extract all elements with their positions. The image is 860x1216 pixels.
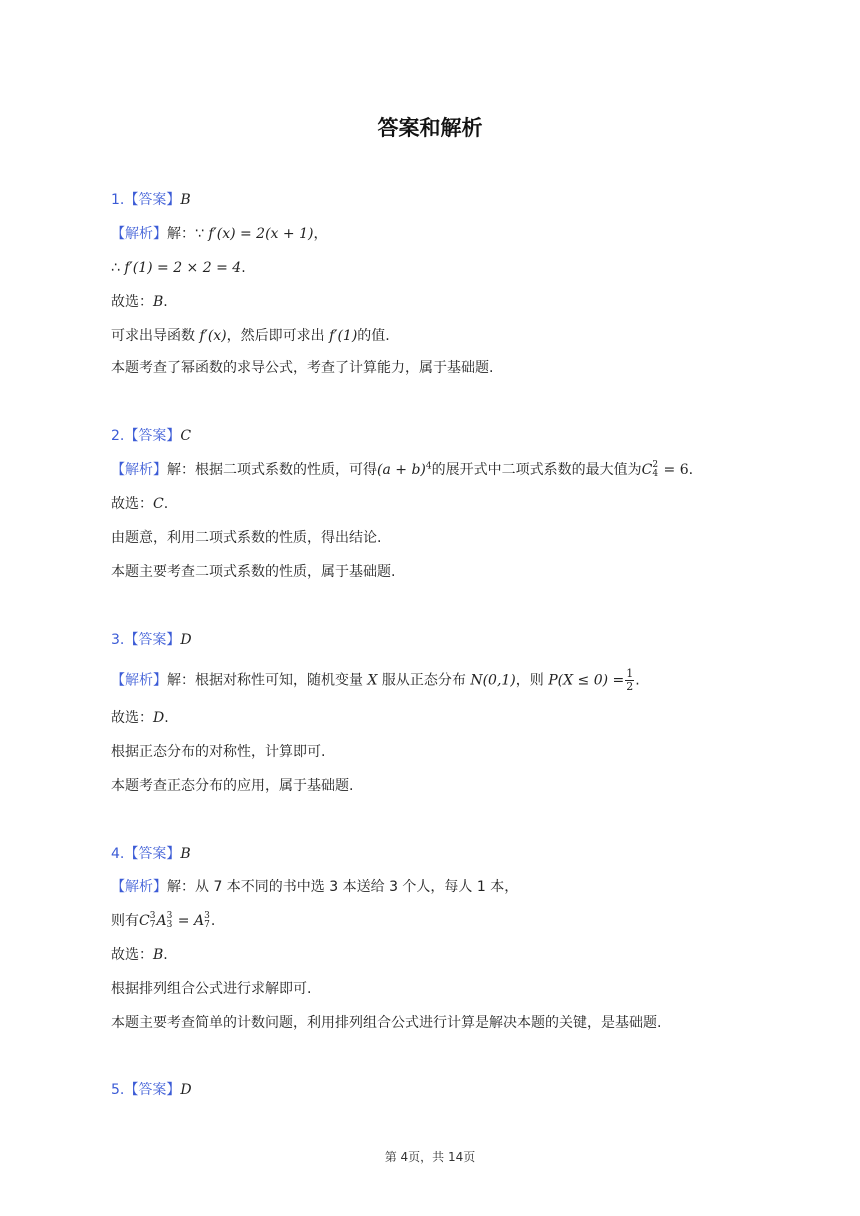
q1-calc-line [111, 258, 246, 278]
q3-answer: D [180, 632, 192, 648]
q4-comb-base: C [139, 913, 150, 929]
q2-binomial-expr: (a + b) [377, 462, 426, 478]
analysis-label: 【解析】 [111, 672, 167, 689]
q4-comb-scripts [150, 912, 156, 930]
q1-comment-d: f′(1) [329, 328, 358, 344]
q4-equals: = [173, 913, 194, 929]
q4-perm1-base: A [156, 913, 167, 929]
q1-comma: ， [313, 226, 328, 242]
q2-choice-line [111, 494, 168, 514]
choice-prefix: 故选： [111, 496, 153, 512]
q4-summary-line: 本题主要考查简单的计数问题，利用排列组合公式进行计算是解决本题的关键，是基础题. [111, 1015, 662, 1031]
q4-choice: B [153, 947, 164, 963]
q3-choice: D [153, 710, 165, 726]
q3-choice-line [111, 708, 169, 728]
q4-analysis-line [111, 877, 518, 897]
q3-distribution: N(0,1) [470, 672, 516, 689]
q4-formula-line [111, 911, 215, 931]
q3-analysis-b: 服从正态分布 [381, 672, 466, 689]
q2-answer-line [111, 426, 191, 446]
q1-comment-e: 的值. [357, 328, 390, 344]
q4-comment-line: 根据排列组合公式进行求解即可. [111, 981, 312, 997]
q2-number: 2. [111, 428, 125, 444]
q1-analysis-line [111, 224, 327, 244]
q4-perm1-scripts [167, 912, 173, 930]
q2-analysis-a: 解：根据二项式系数的性质，可得 [167, 462, 377, 478]
q3-probability: P(X ≤ 0) = [548, 672, 625, 689]
q1-comment-c: ，然后即可求出 [226, 328, 325, 344]
q1-choice: B [153, 294, 164, 310]
q4-answer-line [111, 844, 191, 864]
choice-prefix: 故选： [111, 710, 153, 726]
q4-number: 4. [111, 846, 125, 862]
q2-comb-base: C [641, 462, 653, 478]
q3-comment-line: 根据正态分布的对称性，计算即可. [111, 744, 326, 760]
q4-formula-prefix: 则有 [111, 913, 139, 929]
q3-choice-period: . [164, 710, 169, 726]
page-footer: 第 4页，共 14页 [384, 1150, 476, 1164]
q2-choice-period: . [163, 496, 169, 512]
q1-value-eq: f′(1) = 2 × 2 = 4 [124, 260, 242, 276]
answer-label: 【答案】 [124, 428, 181, 444]
q4-comb-sup: 3 [149, 911, 156, 921]
q1-choice-line [111, 292, 168, 312]
q3-summary-line: 本题考查正态分布的应用，属于基础题. [111, 778, 354, 794]
q4-answer: B [180, 846, 191, 862]
answer-label: 【答案】 [124, 846, 181, 862]
answer-label: 【答案】 [124, 192, 181, 208]
q3-period: . [635, 672, 640, 689]
q4-choice-period: . [163, 947, 168, 963]
q1-answer-line [111, 190, 191, 210]
analysis-label: 【解析】 [111, 226, 167, 242]
q1-comment-line [111, 326, 390, 346]
q5-number: 5. [111, 1082, 125, 1098]
page-title: 答案和解析 [377, 116, 483, 140]
q2-analysis-b: 的展开式中二项式系数的最大值为 [431, 462, 642, 478]
q1-choice-period: . [163, 294, 168, 310]
q1-comment-b: f′(x) [199, 328, 227, 344]
q4-perm2-sup: 3 [204, 911, 210, 921]
q3-analysis-line [111, 668, 640, 693]
q2-comment-line: 由题意，利用二项式系数的性质，得出结论. [111, 530, 382, 546]
q3-number: 3. [111, 632, 125, 648]
q3-fraction-denominator: 2 [626, 680, 634, 693]
q1-derivative-eq: f′(x) = 2(x + 1) [208, 226, 314, 242]
q3-fraction-numerator: 1 [626, 667, 634, 680]
q1-answer: B [180, 192, 191, 208]
q4-period: . [210, 913, 216, 929]
q4-perm1-sub: 3 [166, 920, 173, 930]
q4-perm2-base: A [193, 913, 205, 929]
q2-analysis-line [111, 460, 693, 480]
q4-comb-sub: 7 [149, 920, 156, 930]
q5-answer-line [111, 1080, 192, 1100]
answer-label: 【答案】 [124, 1082, 181, 1098]
q4-perm1-sup: 3 [166, 911, 173, 921]
q1-analysis-intro: 解：∵ [167, 226, 204, 242]
q3-analysis-a: 解：根据对称性可知，随机变量 [167, 672, 363, 689]
q2-choice: C [153, 496, 164, 512]
q2-exponent: 4 [425, 461, 432, 472]
q4-perm2-scripts [204, 912, 210, 930]
q1-summary-line: 本题考查了幂函数的求导公式，考查了计算能力，属于基础题. [111, 360, 494, 376]
q2-comb-sub: 4 [652, 469, 659, 479]
analysis-label: 【解析】 [111, 462, 167, 478]
q2-comb-sup: 2 [652, 460, 659, 470]
choice-prefix: 故选： [111, 294, 153, 310]
q4-choice-line [111, 945, 168, 965]
choice-prefix: 故选： [111, 947, 153, 963]
q4-analysis: 解：从 7 本不同的书中选 3 本送给 3 个人，每人 1 本， [167, 879, 519, 895]
answer-label: 【答案】 [124, 632, 181, 648]
analysis-label: 【解析】 [111, 879, 167, 895]
q3-analysis-c: ，则 [515, 672, 544, 689]
q1-number: 1. [111, 192, 125, 208]
q3-answer-line [111, 630, 192, 650]
q2-comb-scripts [652, 461, 658, 479]
q2-summary-line: 本题主要考查二项式系数的性质，属于基础题. [111, 564, 396, 580]
q1-period: . [241, 260, 246, 276]
q2-analysis-c: = 6. [659, 462, 694, 478]
q3-variable: X [367, 672, 378, 689]
q1-comment-a: 可求出导函数 [111, 328, 195, 344]
q1-therefore: ∴ [111, 260, 120, 276]
q3-fraction [625, 668, 634, 693]
q4-perm2-sub: 7 [204, 920, 210, 930]
q5-answer: D [180, 1082, 192, 1098]
q2-answer: C [180, 428, 192, 444]
